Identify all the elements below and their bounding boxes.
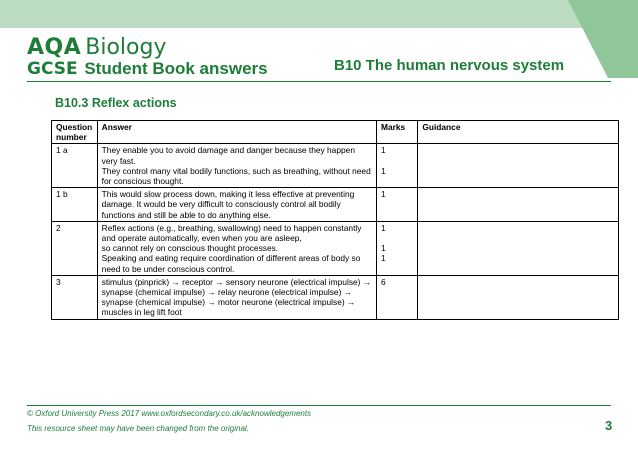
answer-line: They enable you to avoid damage and danger because they happen very fast.: [101, 145, 355, 166]
marks-cell: [376, 188, 417, 222]
column-header-question: Question number: [52, 121, 98, 144]
mark-value: 1: [380, 165, 386, 176]
question-number: 3: [52, 275, 98, 319]
answer-cell: [97, 144, 376, 188]
table-row: [52, 188, 619, 222]
answer-line: Reflex actions (e.g., breathing, swallowing) need to happen constantly and operate automatically, even when you are asleep,: [101, 222, 362, 244]
resource-note: This resource sheet may have been changed from the original.: [27, 424, 249, 433]
answer-line: so cannot rely on conscious thought processes.: [101, 243, 279, 254]
column-header-answer: Answer: [97, 121, 376, 144]
answer-line: Speaking and eating require coordination of different areas of body so need to be under conscious control.: [101, 253, 361, 274]
answer-cell: [97, 221, 376, 275]
table-header-row: [52, 121, 619, 144]
answer-line: stimulus (pinprick) → receptor → sensory neurone (electrical impulse) → synapse (chemical impulse) → relay neurone (electrical impulse) → synapse (chemical impulse) → motor neurone (electrical impulse) → muscles in leg lift foot: [101, 276, 372, 318]
brand-logo: [27, 36, 268, 79]
marks-cell: [376, 221, 417, 275]
marks-cell: [376, 275, 417, 319]
logo-aqa: AQA: [27, 35, 82, 60]
header-band: [0, 0, 638, 28]
guidance-cell: [418, 144, 619, 188]
mark-value: 1: [380, 243, 386, 254]
question-number: 1 b: [52, 188, 98, 222]
marks-cell: [376, 144, 417, 188]
guidance-cell: [418, 275, 619, 319]
chapter-title: B10 The human nervous system: [334, 57, 565, 74]
guidance-cell: [418, 221, 619, 275]
answers-table: [51, 120, 619, 320]
question-number: 2: [52, 221, 98, 275]
corner-decoration: [568, 0, 638, 78]
mark-value: 6: [380, 276, 386, 287]
question-number: 1 a: [52, 144, 98, 188]
logo-subject: Biology: [85, 35, 167, 60]
answer-line: This would slow process down, making it less effective at preventing damage. It would be very difficult to consciously control all bodily functions and still be able to do anything else.: [101, 189, 355, 220]
answer-cell: [97, 275, 376, 319]
answer-line: They control many vital bodily functions, such as breathing, without need for conscious thought.: [101, 165, 371, 187]
mark-value: 1: [380, 145, 386, 156]
mark-value: 1: [380, 189, 386, 200]
column-header-marks: Marks: [376, 121, 417, 144]
mark-value: 1: [380, 222, 386, 233]
answer-cell: [97, 188, 376, 222]
book-title: Student Book answers: [84, 59, 268, 78]
column-header-guidance: Guidance: [418, 121, 619, 144]
table-row: [52, 144, 619, 188]
footer-divider: [27, 405, 611, 406]
header-divider: [27, 81, 611, 82]
section-title: B10.3 Reflex actions: [55, 96, 177, 110]
page-number: 3: [605, 418, 613, 433]
table-row: [52, 221, 619, 275]
logo-gcse: GCSE: [27, 59, 78, 79]
mark-value: 1: [380, 253, 386, 264]
table-row: [52, 275, 619, 319]
guidance-cell: [418, 188, 619, 222]
copyright-text: © Oxford University Press 2017 www.oxfordsecondary.co.uk/acknowledgements: [27, 409, 312, 418]
